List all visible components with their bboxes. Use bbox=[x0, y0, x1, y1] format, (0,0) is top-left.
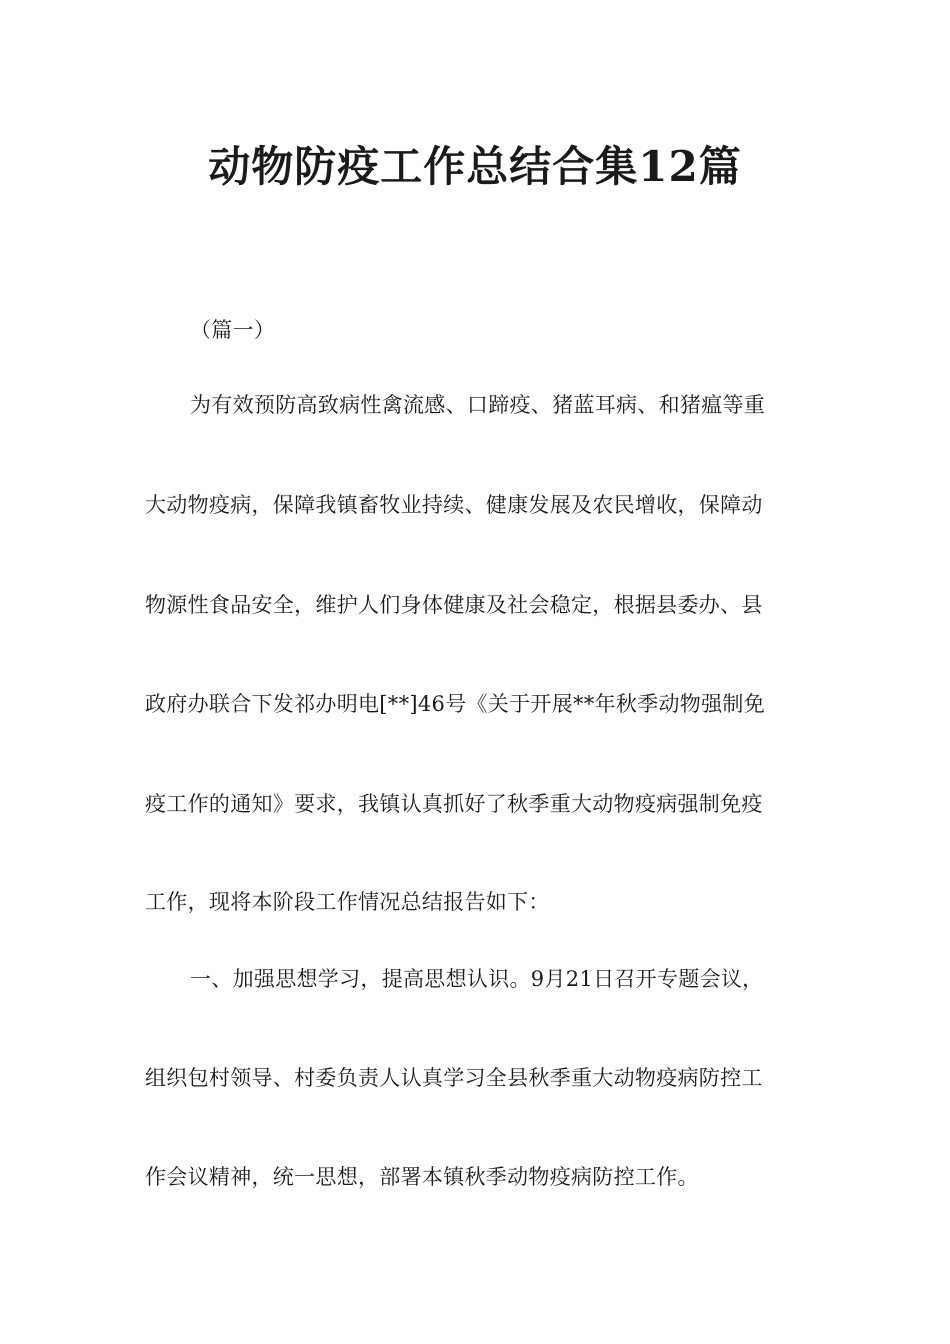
paragraph-line: 为有效预防高致病性禽流感、口蹄疫、猪蓝耳病、和猪瘟等重 bbox=[190, 393, 766, 417]
paragraph-line: 政府办联合下发祁办明电[**]46号《关于开展**年秋季动物强制免 bbox=[145, 692, 766, 716]
document-title: 动物防疫工作总结合集12篇 bbox=[208, 142, 742, 191]
paragraph-line: 物源性食品安全，维护人们身体健康及社会稳定，根据县委办、县 bbox=[145, 593, 763, 617]
paragraph-line: 疫工作的通知》要求，我镇认真抓好了秋季重大动物疫病强制免疫 bbox=[145, 792, 763, 816]
paragraph-line: 工作，现将本阶段工作情况总结报告如下： bbox=[145, 890, 550, 914]
section-label: （篇一） bbox=[190, 318, 276, 342]
paragraph-line: 一、加强思想学习，提高思想认识。9月21日召开专题会议， bbox=[190, 967, 764, 991]
paragraph-line: 组织包村领导、村委负责人认真学习全县秋季重大动物疫病防控工 bbox=[145, 1066, 763, 1090]
paragraph-line: 作会议精神，统一思想，部署本镇秋季动物疫病防控工作。 bbox=[145, 1165, 699, 1189]
paragraph-line: 大动物疫病，保障我镇畜牧业持续、健康发展及农民增收，保障动 bbox=[145, 493, 763, 517]
